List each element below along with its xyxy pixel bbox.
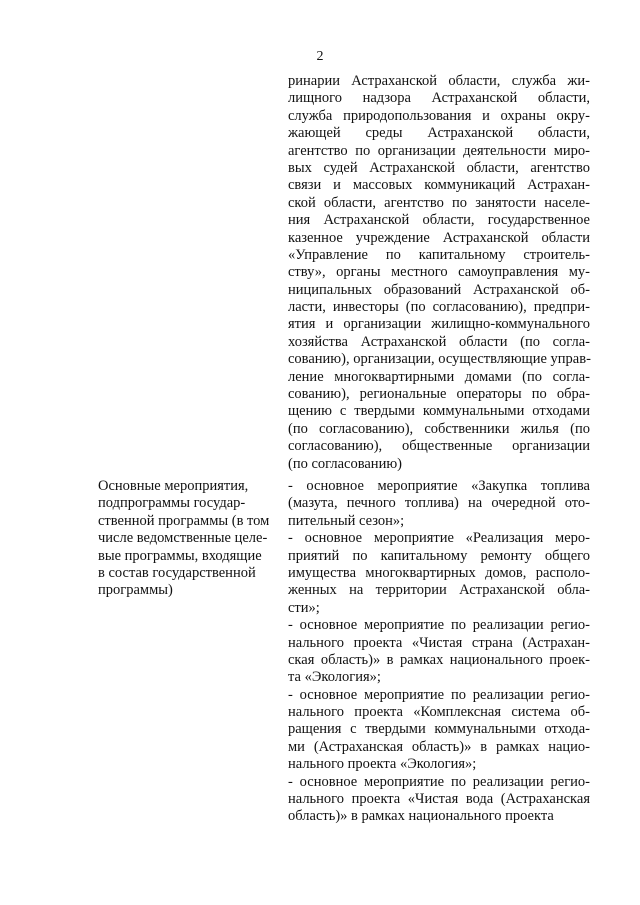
text-line: согласованию), общественные организации	[288, 438, 590, 455]
text-line: - основное мероприятие по реализации регио-	[288, 773, 590, 790]
text-line: ление многоквартирными домами (по согла-	[288, 368, 590, 385]
text-line: имущества многоквартирных домов, располо-	[288, 564, 590, 581]
text-line: нального проекта «Комплексная система об-	[288, 704, 590, 721]
text-line: (по согласованию)	[288, 455, 402, 472]
page-number: 2	[316, 49, 324, 64]
text-line: ринарии Астраханской области, служба жи-	[288, 73, 590, 89]
text-line: сованию), региональные операторы по обра-	[288, 386, 590, 403]
text-line: жающей среды Астраханской области,	[288, 125, 590, 142]
text-line: нального проекта «Чистая страна (Астрахан-	[288, 634, 590, 651]
text-line: агентство по организации деятельности миро-	[288, 142, 590, 159]
text-line: вых судей Астраханской области, агентство	[288, 159, 590, 176]
text-line: ласти, инвесторы (по согласованию), предпри-	[288, 299, 590, 316]
text-line: ству», органы местного самоуправления му-	[288, 264, 590, 281]
text-line: ской области, агентство по занятости населе-	[288, 194, 590, 211]
text-line: нального проекта «Экология»;	[288, 756, 477, 773]
text-line: женных на территории Астраханской обла-	[288, 582, 590, 599]
text-line: числе ведомственные целе-	[98, 530, 268, 547]
main-activities-list	[288, 478, 590, 826]
participants-continued-text	[288, 73, 590, 473]
text-line: нального проекта «Чистая вода (Астраханская	[288, 791, 590, 808]
main-activities-label	[98, 478, 280, 600]
text-line: в состав государственной	[98, 564, 256, 581]
text-line: ская область)» в рамках национального проек-	[288, 651, 590, 668]
text-line: вые программы, входящие	[98, 547, 262, 564]
text-line: программы)	[98, 582, 173, 599]
text-line: подпрограммы государ-	[98, 495, 246, 512]
text-line: хозяйства Астраханской области (по согла-	[288, 333, 590, 350]
text-line: ращения с твердыми коммунальными отхода-	[288, 721, 590, 738]
text-line: - основное мероприятие по реализации регио-	[288, 617, 590, 634]
text-line: сованию), организации, осуществляющие управ-	[288, 351, 591, 368]
text-line: сти»;	[288, 599, 320, 616]
text-line: связи и массовых коммуникаций Астрахан-	[288, 177, 590, 194]
text-line: та «Экология»;	[288, 669, 381, 686]
text-line: лищного надзора Астраханской области,	[288, 90, 590, 107]
text-line: Основные мероприятия,	[98, 478, 249, 494]
text-line: ния Астраханской области, государственное	[288, 212, 590, 229]
text-line: ятия и организации жилищно-коммунального	[288, 316, 590, 333]
text-line: (по согласованию), собственники жилья (по	[288, 420, 590, 437]
text-line: «Управление по капитальному строитель-	[288, 246, 590, 263]
text-line: - основное мероприятие «Закупка топлива	[288, 478, 590, 494]
text-line: казенное учреждение Астраханской области	[288, 229, 590, 246]
text-line: (мазута, печного топлива) на очередной ото-	[288, 495, 590, 512]
text-line: ственной программы (в том	[98, 512, 270, 529]
text-line: приятий по капитальному ремонту общего	[288, 547, 590, 564]
text-line: - основное мероприятие по реализации регио-	[288, 686, 590, 703]
text-line: - основное мероприятие «Реализация меро-	[288, 530, 590, 547]
text-line: ниципальных образований Астраханской об-	[288, 281, 590, 298]
text-line: щению с твердыми коммунальными отходами	[288, 403, 590, 420]
text-line: ми (Астраханская область)» в рамках нацио-	[288, 738, 590, 755]
text-line: область)» в рамках национального проекта	[288, 808, 554, 825]
text-line: пительный сезон»;	[288, 512, 405, 529]
text-line: служба природопользования и охраны окру-	[288, 107, 590, 124]
